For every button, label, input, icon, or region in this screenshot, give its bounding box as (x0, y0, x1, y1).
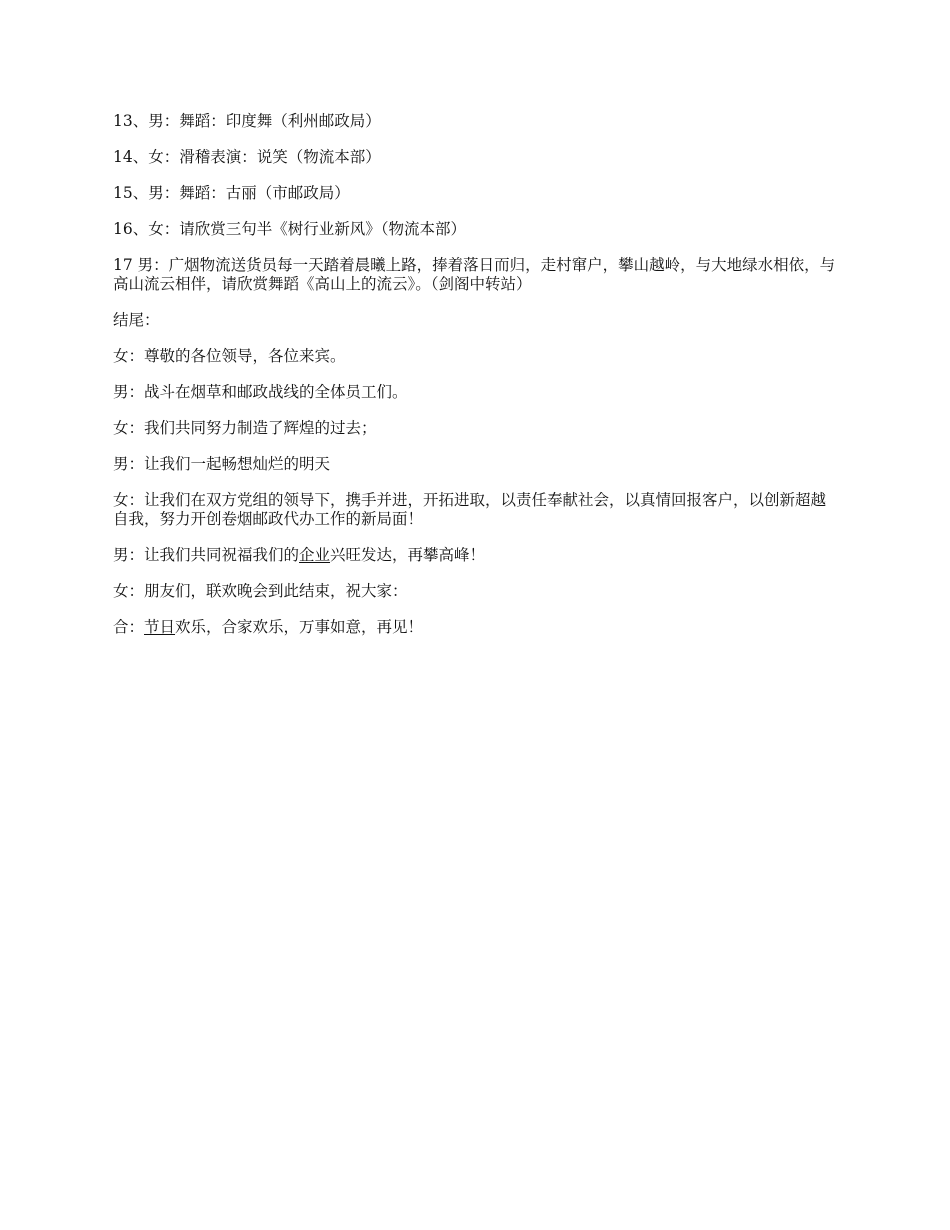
program-item-13: 13、男：舞蹈：印度舞（利州邮政局） (113, 112, 381, 130)
closing-line-8 (113, 618, 841, 637)
program-item-17: 17 男：广烟物流送货员每一天踏着晨曦上路，捧着落日而归，走村窜户，攀山越岭，与大地绿水相依，与高山流云相伴，请欣赏舞蹈《高山上的流云》。（剑阁中转站） (113, 256, 836, 293)
enterprise-link[interactable]: 企业 (299, 546, 331, 564)
closing-line-6-before: 男：让我们共同祝福我们的 (113, 546, 300, 564)
closing-heading: 结尾： (113, 311, 160, 329)
closing-line-7: 女：朋友们，联欢晚会到此结束，祝大家： (113, 582, 408, 600)
closing-line-3: 女：我们共同努力制造了辉煌的过去； (113, 419, 377, 437)
closing-line-8-after: 欢乐，合家欢乐，万事如意，再见！ (175, 618, 424, 636)
closing-line-2: 男：战斗在烟草和邮政战线的全体员工们。 (113, 383, 408, 401)
program-item-15: 15、男：舞蹈：古丽（市邮政局） (113, 184, 350, 202)
closing-line-6 (113, 546, 841, 565)
closing-line-5: 女：让我们在双方党组的领导下，携手并进，开拓进取，以责任奉献社会，以真情回报客户，以创新超越自我，努力开创卷烟邮政代办工作的新局面！ (113, 491, 827, 528)
program-item-14: 14、女：滑稽表演：说笑（物流本部） (113, 148, 381, 166)
closing-line-1: 女：尊敬的各位领导，各位来宾。 (113, 347, 346, 365)
closing-line-8-before: 合： (113, 618, 145, 636)
holiday-link[interactable]: 节日 (144, 618, 176, 636)
program-item-16: 16、女：请欣赏三句半《树行业新风》（物流本部） (113, 220, 466, 238)
closing-line-4: 男：让我们一起畅想灿烂的明天 (113, 455, 331, 473)
closing-line-6-after: 兴旺发达，再攀高峰！ (330, 546, 486, 564)
document-body (113, 112, 841, 654)
